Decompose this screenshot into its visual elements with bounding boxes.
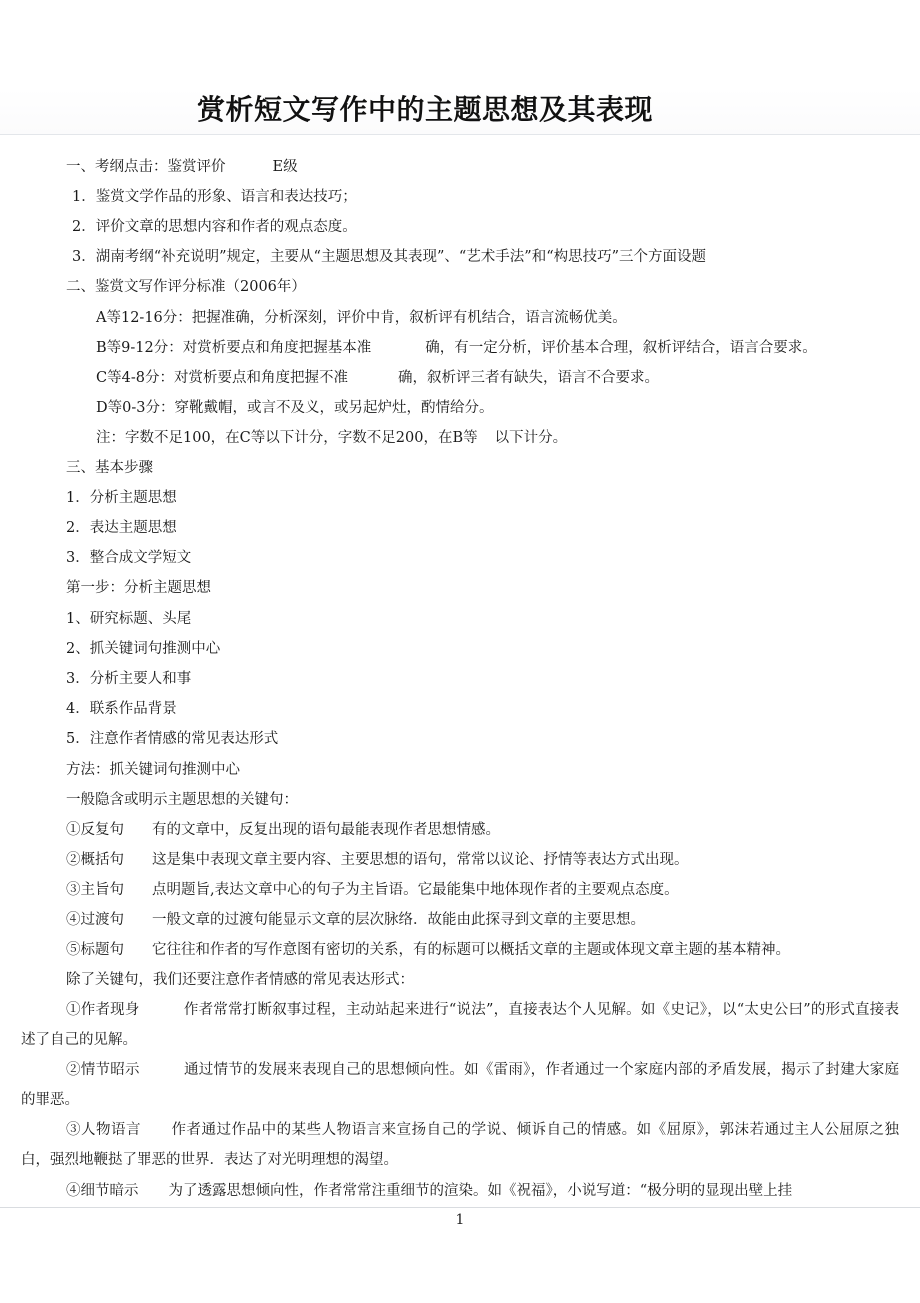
list-item: 1、研究标题、头尾 bbox=[66, 611, 192, 627]
key-sentence-item bbox=[66, 880, 679, 900]
list-item: 5．注意作者情感的常见表达形式 bbox=[66, 731, 279, 747]
grade-d: D等0-3分：穿靴戴帽，或言不及义，或另起炉灶，酌情给分。 bbox=[96, 400, 494, 416]
grade-c-part-1: C等4-8分：对赏析要点和角度把握不准 bbox=[96, 370, 348, 386]
emotion-form-item bbox=[21, 1115, 899, 1175]
emotion-form-label: ①作者现身 bbox=[66, 1002, 140, 1018]
key-sentence-label: ⑤标题句 bbox=[66, 942, 124, 958]
key-sentence-item bbox=[66, 820, 500, 840]
grade-note-part-1: 注：字数不足100，在C等以下计分，字数不足200，在B等 bbox=[96, 430, 478, 446]
footer-divider bbox=[0, 1207, 920, 1208]
emotion-form-text: 通过情节的发展来表现自己的思想倾向性。如《雷雨》，作者通过一个家庭内部的矛盾发展，揭示了封建大家庭的罪恶。 bbox=[21, 1062, 900, 1108]
grade-note-part-2: 以下计分。 bbox=[494, 430, 568, 446]
key-sentence-text: 它往往和作者的写作意图有密切的关系，有的标题可以概括文章的主题或体现文章主题的基本精神。 bbox=[152, 942, 790, 958]
emotion-form-item bbox=[21, 1176, 899, 1206]
key-sentence-text: 点明题旨,表达文章中心的句子为主旨语。它最能集中地体现作者的主要观点态度。 bbox=[152, 882, 679, 898]
key-sentences-intro: 一般隐含或明示主题思想的关键句： bbox=[66, 792, 298, 808]
key-sentence-item bbox=[66, 850, 689, 870]
list-item: 2．表达主题思想 bbox=[66, 520, 177, 536]
grade-b-part-2: 确，有一定分析，评价基本合理，叙析评结合，语言合要求。 bbox=[425, 340, 817, 356]
section-3-heading: 三、基本步骤 bbox=[66, 460, 153, 476]
section-1-heading bbox=[66, 157, 298, 177]
grade-b bbox=[96, 338, 817, 358]
emotion-form-label: ②情节昭示 bbox=[66, 1062, 140, 1078]
list-item: 1．鉴赏文学作品的形象、语言和表达技巧； bbox=[72, 189, 357, 205]
grade-note bbox=[96, 428, 567, 448]
grade-b-part-1: B等9-12分：对赏析要点和角度把握基本准 bbox=[96, 340, 372, 356]
emotion-form-label: ③人物语言 bbox=[66, 1122, 142, 1138]
key-sentence-label: ②概括句 bbox=[66, 852, 124, 868]
method-line: 方法：抓关键词句推测中心 bbox=[66, 762, 240, 778]
emotion-form-text: 为了透露思想倾向性，作者常常注重细节的渲染。如《祝福》，小说写道：“极分明的显现出壁上挂 bbox=[168, 1183, 793, 1199]
section-2-heading: 二、鉴赏文写作评分标准（2006年） bbox=[66, 279, 306, 295]
step-1-heading: 第一步：分析主题思想 bbox=[66, 580, 211, 596]
key-sentence-item bbox=[66, 910, 645, 930]
page-number: 1 bbox=[455, 1212, 465, 1228]
emotion-form-label: ④细节暗示 bbox=[66, 1183, 139, 1199]
list-item: 3．整合成文学短文 bbox=[66, 550, 192, 566]
list-item: 4．联系作品背景 bbox=[66, 701, 177, 717]
page-title: 赏析短文写作中的主题思想及其表现 bbox=[196, 93, 653, 126]
grade-c-part-2: 确，叙析评三者有缺失，语言不合要求。 bbox=[397, 370, 659, 386]
list-item: 1．分析主题思想 bbox=[66, 490, 177, 506]
key-sentence-label: ④过渡句 bbox=[66, 912, 124, 928]
section-1-title: 一、考纲点击：鉴赏评价 bbox=[66, 159, 226, 175]
list-item: 3．湖南考纲“补充说明”规定，主要从“主题思想及其表现”、“艺术手法”和“构思技巧”三个方面设题 bbox=[72, 249, 707, 265]
key-sentence-text: 有的文章中，反复出现的语句最能表现作者思想情感。 bbox=[152, 822, 500, 838]
emotion-form-text: 作者通过作品中的某些人物语言来宣扬自己的学说、倾诉自己的情感。如《屈原》，郭沫若通过主人公屈原之独白，强烈地鞭挞了罪恶的世界．表达了对光明理想的渴望。 bbox=[21, 1122, 900, 1168]
key-sentence-label: ③主旨句 bbox=[66, 882, 124, 898]
key-sentence-label: ①反复句 bbox=[66, 822, 124, 838]
list-item: 2．评价文章的思想内容和作者的观点态度。 bbox=[72, 219, 357, 235]
list-item: 3．分析主要人和事 bbox=[66, 671, 192, 687]
key-sentence-text: 这是集中表现文章主要内容、主要思想的语句，常常以议论、抒情等表达方式出现。 bbox=[152, 852, 689, 868]
emotion-form-item bbox=[21, 1055, 899, 1115]
key-sentence-text: 一般文章的过渡句能显示文章的层次脉络．故能由此探寻到文章的主要思想。 bbox=[152, 912, 645, 928]
emotion-form-text: 作者常常打断叙事过程，主动站起来进行“说法”，直接表达个人见解。如《史记》，以“太史公曰”的形式直接表述了自己的见解。 bbox=[21, 1002, 899, 1048]
emotion-form-item bbox=[21, 995, 899, 1055]
grade-c bbox=[96, 368, 659, 388]
key-sentence-item bbox=[66, 940, 790, 960]
emotion-intro: 除了关键句，我们还要注意作者情感的常见表达形式： bbox=[66, 972, 414, 988]
section-1-level: E级 bbox=[272, 159, 298, 175]
grade-a: A等12-16分：把握准确，分析深刻，评价中肯，叙析评有机结合，语言流畅优美。 bbox=[96, 310, 627, 326]
list-item: 2、抓关键词句推测中心 bbox=[66, 641, 221, 657]
